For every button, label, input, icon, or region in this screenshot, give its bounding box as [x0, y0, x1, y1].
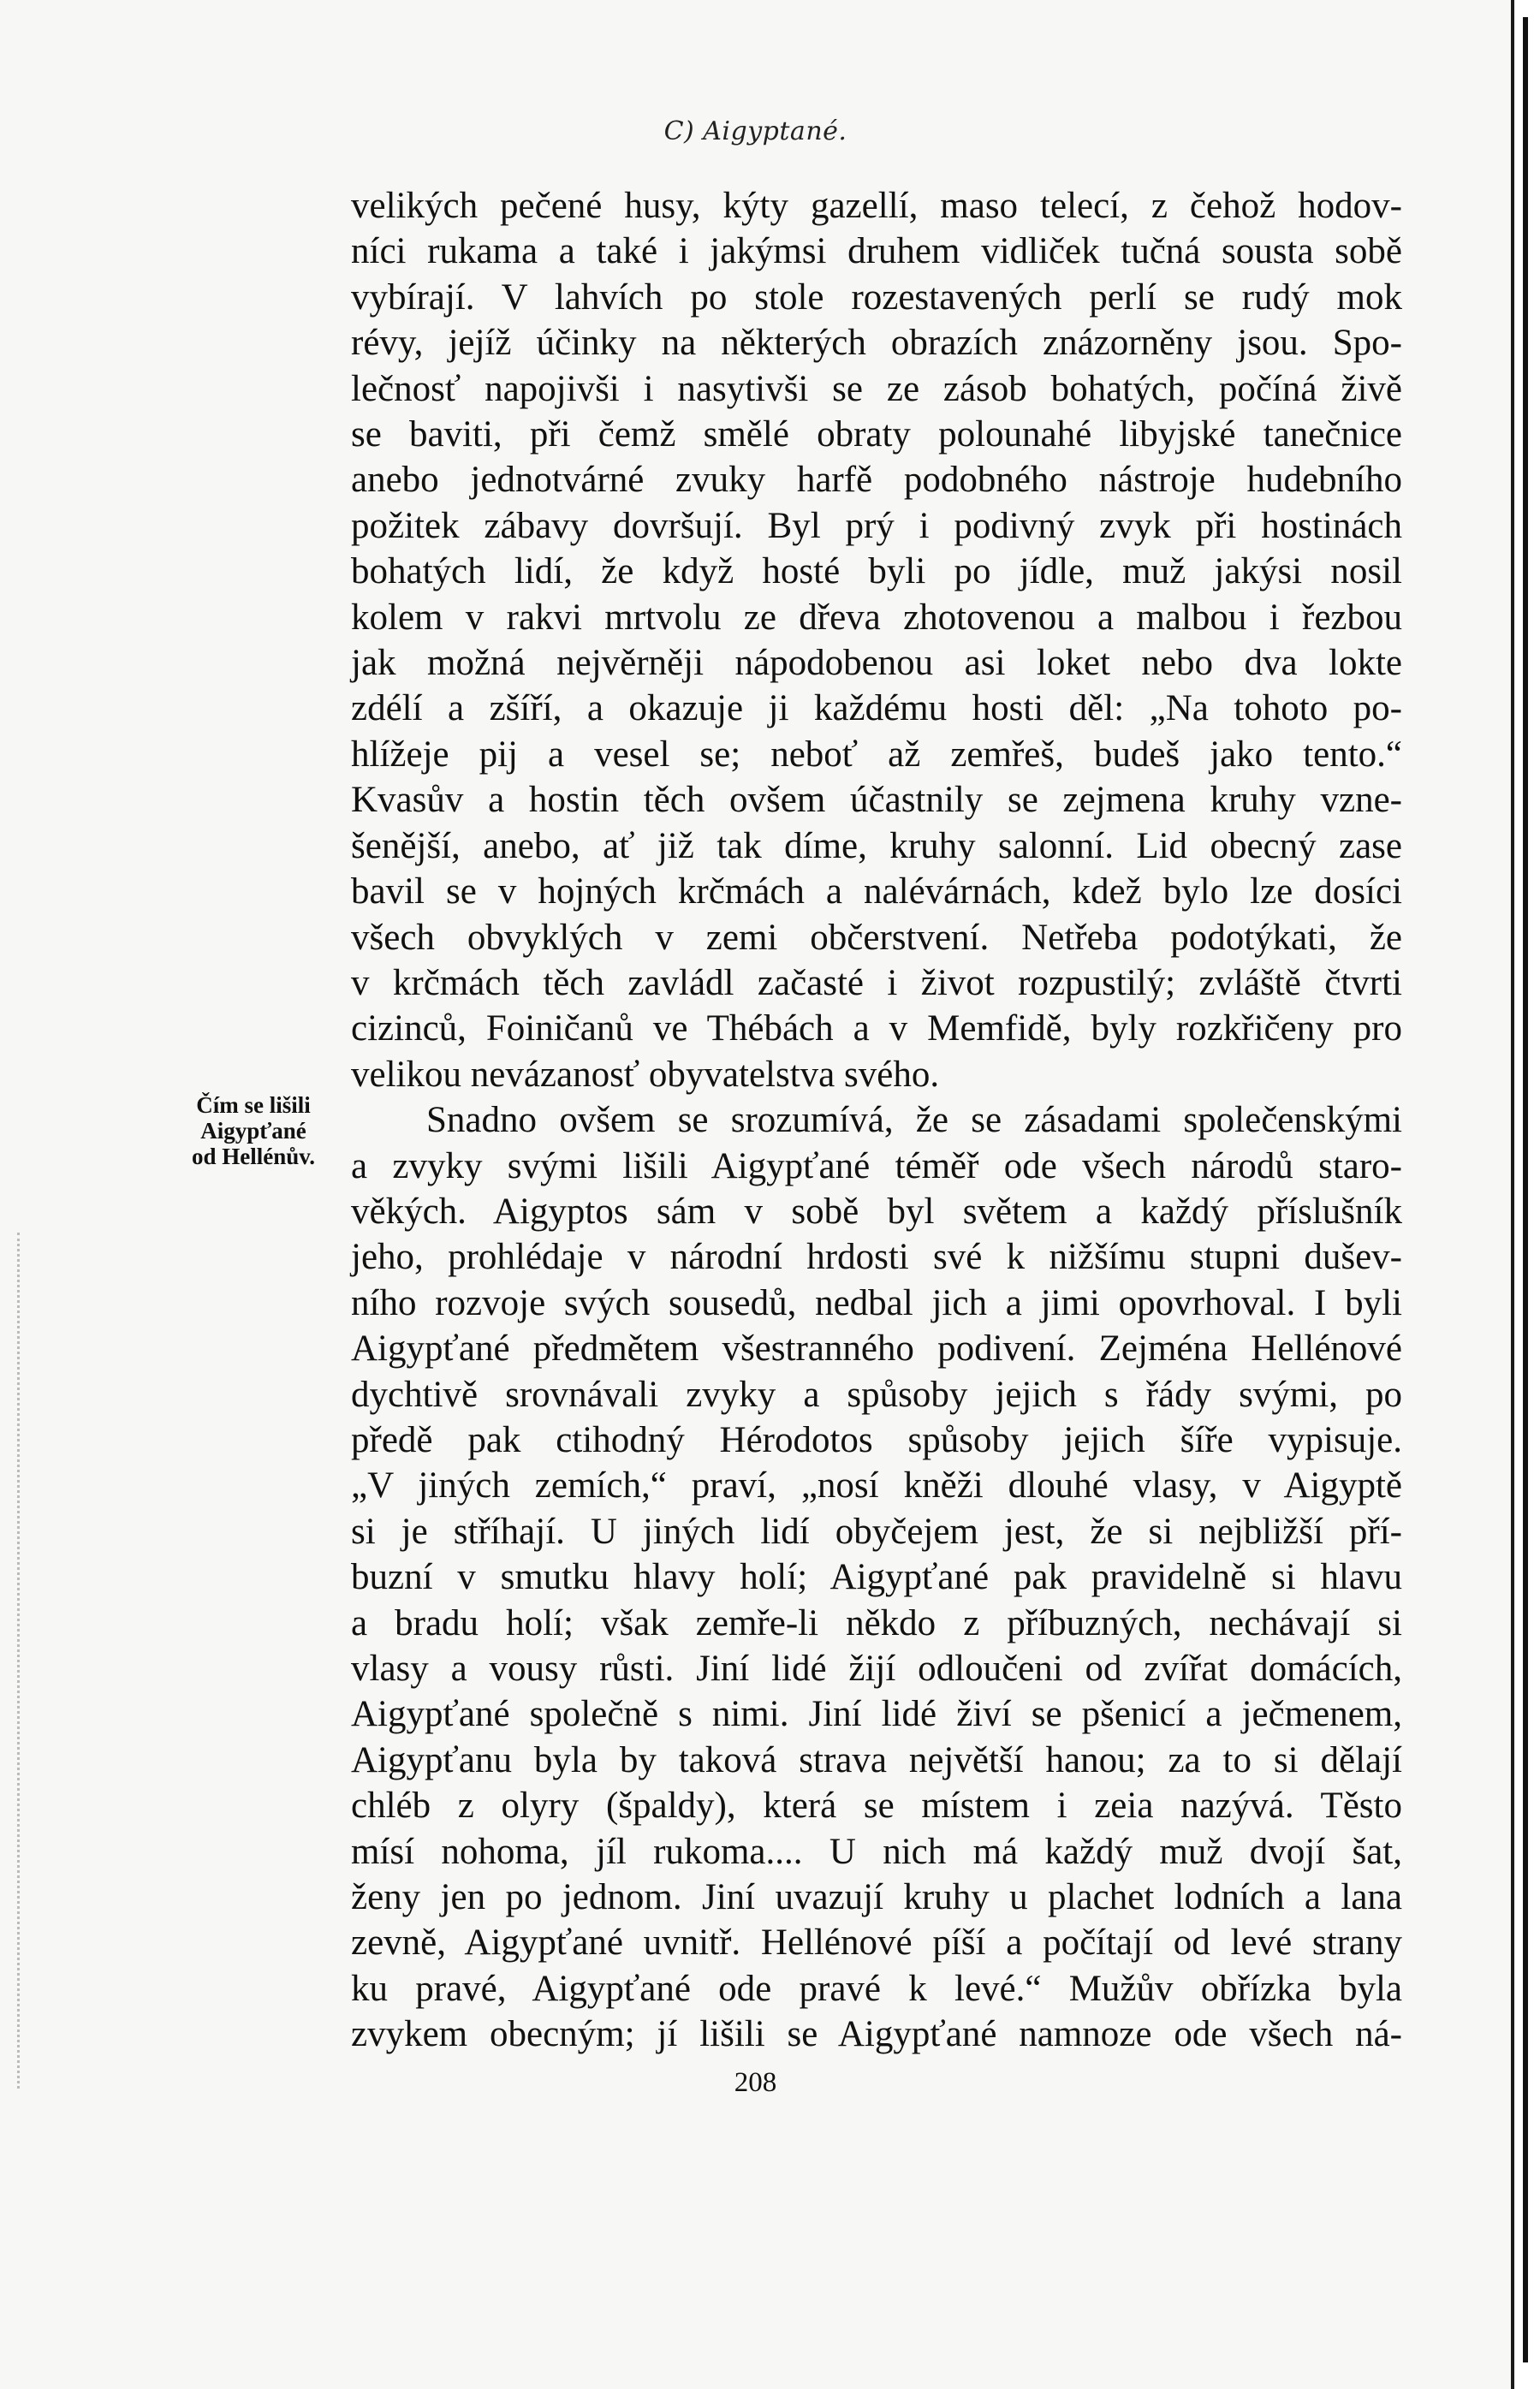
- body-text: [351, 183, 1402, 2058]
- text-line: Aigypťané předmětem všestranného podivení. Zejména Hellénové: [351, 1328, 1402, 1370]
- text-line: věkých. Aigyptos sám v sobě byl světem a každý příslušník: [351, 1191, 1402, 1232]
- text-line: vybírají. V lahvích po stole rozestavených perlí se rudý mok: [351, 276, 1402, 318]
- text-line: šenější, anebo, ať již tak díme, kruhy salonní. Lid obecný zase: [351, 825, 1402, 866]
- text-line: zdélí a zšíří, a okazuje ji každému hosti děl: „Na tohoto po-: [351, 688, 1402, 729]
- text-line: vlasy a vousy růsti. Jiní lidé žijí odloučeni od zvířat domácích,: [351, 1649, 1402, 1689]
- margin-note-line: Aigypťané: [200, 1118, 306, 1144]
- text-line: chléb z olyry (špaldy), která se místem i zeia nazývá. Těsto: [351, 1786, 1402, 1827]
- text-line: lečnosť napojivši i nasytivši se ze zásob bohatých, počíná živě: [351, 368, 1402, 409]
- text-line: požitek zábavy dovršují. Byl prý i podivný zvyk při hostinách: [351, 505, 1402, 546]
- margin-note-line: od Hellénův.: [191, 1144, 316, 1169]
- margin-note: [163, 1092, 344, 1169]
- text-line: cizinců, Foiničanů ve Thébách a v Memfidě, byly rozkřičeny pro: [351, 1008, 1402, 1049]
- scan-artifact: [17, 1233, 22, 2089]
- text-line: velikých pečené husy, kýty gazellí, maso telecí, z čehož hodov-: [351, 186, 1402, 226]
- text-line: všech obvyklých v zemi občerstvení. Netřeba podotýkati, že: [351, 917, 1402, 958]
- text-line: révy, jejíž účinky na některých obrazích znázorněny jsou. Spo-: [351, 323, 1402, 364]
- text-line: buzní v smutku hlavy holí; Aigypťané pak pravidelně si hlavu: [351, 1557, 1402, 1598]
- text-line: a bradu holí; však zemře-li někdo z příbuzných, nechávají si: [351, 1602, 1402, 1643]
- text-line: ního rozvoje svých sousedů, nedbal jich a jimi opovrhoval. I byli: [351, 1282, 1402, 1323]
- page-edge-line: [1523, 17, 1528, 2362]
- text-line: anebo jednotvárné zvuky harfě podobného nástroje hudebního: [351, 460, 1402, 501]
- text-line: Aigypťanu byla by taková strava největší hanou; za to si dělají: [351, 1739, 1402, 1780]
- text-line: v krčmách těch zavládl začasté i život rozpustilý; zvláště čtvrti: [351, 962, 1402, 1003]
- text-line: bohatých lidí, že když hosté byli po jídle, muž jakýsi nosil: [351, 551, 1402, 592]
- page-number: 208: [734, 2067, 777, 2098]
- text-line: Kvasův a hostin těch ovšem účastnily se zejmena kruhy vzne-: [351, 780, 1402, 821]
- running-head: C) Aigyptané.: [663, 116, 847, 146]
- text-line: jak možná nejvěrněji nápodobenou asi loket nebo dva lokte: [351, 643, 1402, 684]
- text-line: a zvyky svými lišili Aigypťané téměř ode všech národů staro-: [351, 1145, 1402, 1186]
- text-line: „V jiných zemích,“ praví, „nosí kněži dlouhé vlasy, v Aigyptě: [351, 1465, 1402, 1506]
- text-line: jeho, prohlédaje v národní hrdosti své k nižšímu stupni dušev-: [351, 1237, 1402, 1278]
- margin-note-line: Čím se lišili: [196, 1092, 311, 1118]
- text-line: Aigypťané společně s nimi. Jiní lidé živí se pšenicí a ječmenem,: [351, 1694, 1402, 1735]
- text-line: si je stříhají. U jiných lidí obyčejem jest, že si nejbližší pří-: [351, 1511, 1402, 1552]
- text-line: kolem v rakvi mrtvolu ze dřeva zhotovenou a malbou i řezbou: [351, 597, 1402, 638]
- text-line: ku pravé, Aigypťané ode pravé k levé.“ Mužův obřízka byla: [351, 1968, 1402, 2009]
- text-line: Snadno ovšem se srozumívá, že se zásadami společenskými: [426, 1100, 1402, 1141]
- text-line: zevně, Aigypťané uvnitř. Hellénové píší a počítají od levé strany: [351, 1922, 1402, 1964]
- text-line: bavil se v hojných krčmách a nalévárnách, kdež bylo lze dosíci: [351, 871, 1402, 912]
- text-line: předě pak ctihodný Hérodotos spůsoby jejich šíře vypisuje.: [351, 1419, 1402, 1460]
- text-line: se baviti, při čemž smělé obraty polounahé libyjské tanečnice: [351, 414, 1402, 455]
- text-line: níci rukama a také i jakýmsi druhem vidliček tučná sousta sobě: [351, 231, 1402, 272]
- text-line: zvykem obecným; jí lišili se Aigypťané namnoze ode všech ná-: [351, 2014, 1402, 2055]
- text-line: dychtivě srovnávali zvyky a spůsoby jejich s řády svými, po: [351, 1374, 1402, 1415]
- text-line: hlížeje pij a vesel se; neboť až zemřeš, budeš jako tento.“: [351, 734, 1402, 775]
- text-line: ženy jen po jednom. Jiní uvazují kruhy u plachet lodních a lana: [351, 1877, 1402, 1918]
- text-line: velikou nevázanosť obyvatelstva svého.: [351, 1054, 940, 1095]
- text-line: mísí nohoma, jíl rukoma.... U nich má každý muž dvojí šat,: [351, 1831, 1402, 1872]
